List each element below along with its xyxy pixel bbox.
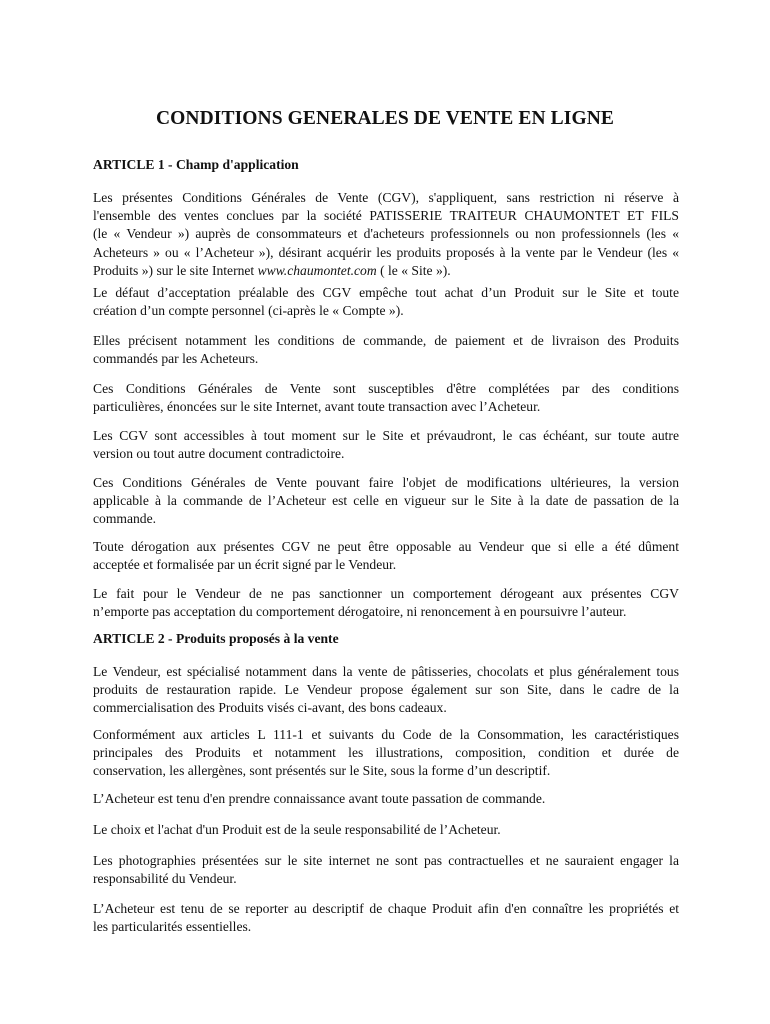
text-line: Le fait pour le Vendeur de ne pas sanctionner un comportement dérogeant aux présentes CGV bbox=[93, 586, 679, 601]
text-line: produits de restauration rapide. Le Vendeur propose également sur son Site, dans le cadre de la bbox=[93, 682, 679, 698]
text-line: création d’un compte personnel (ci-après le « Compte »). bbox=[93, 303, 404, 319]
text-fragment: ( le « Site »). bbox=[376, 262, 451, 278]
article-2-paragraph-3 bbox=[93, 790, 679, 808]
article-2-paragraph-6 bbox=[93, 900, 679, 936]
text-line: particulières, énoncées sur le site Internet, avant toute transaction avec l’Acheteur. bbox=[93, 399, 541, 415]
text-line: Le Vendeur, est spécialisé notamment dans la vente de pâtisseries, chocolats et plus généralement tous bbox=[93, 664, 679, 679]
article-2-paragraph-4 bbox=[93, 821, 679, 839]
article-1-paragraph-1 bbox=[93, 189, 679, 280]
article-1-paragraph-3 bbox=[93, 332, 679, 368]
article-1-paragraph-5 bbox=[93, 427, 679, 463]
text-line: Les présentes Conditions Générales de Vente (CGV), s'appliquent, sans restriction ni réserve à bbox=[93, 190, 679, 205]
text-line: Le choix et l'achat d'un Produit est de la seule responsabilité de l’Acheteur. bbox=[93, 822, 501, 837]
article-1-paragraph-2 bbox=[93, 284, 679, 320]
text-line: Le défaut d’acceptation préalable des CGV empêche tout achat d’un Produit sur le Site et toute bbox=[93, 285, 679, 300]
article-1-paragraph-4 bbox=[93, 380, 679, 416]
article-1-paragraph-6 bbox=[93, 474, 679, 529]
text-line: Les CGV sont accessibles à tout moment sur le Site et prévaudront, le cas échéant, sur toute autre bbox=[93, 428, 679, 443]
text-line: Ces Conditions Générales de Vente sont susceptibles d'être complétées par des conditions bbox=[93, 381, 679, 396]
article-2-paragraph-2 bbox=[93, 726, 679, 781]
text-line: responsabilité du Vendeur. bbox=[93, 871, 237, 887]
text-line: les particularités essentielles. bbox=[93, 919, 252, 935]
text-line: acceptée et formalisée par un écrit signé par le Vendeur. bbox=[93, 557, 397, 573]
article-1-heading: ARTICLE 1 - Champ d'application bbox=[93, 157, 299, 172]
text-line: Conformément aux articles L 111-1 et suivants du Code de la Consommation, les caractéristiques bbox=[93, 727, 679, 742]
text-line: Toute dérogation aux présentes CGV ne peut être opposable au Vendeur que si elle a été dûment bbox=[93, 539, 679, 554]
text-line: l'ensemble des ventes conclues par la société PATISSERIE TRAITEUR CHAUMONTET ET FILS bbox=[93, 208, 679, 224]
text-line: Elles précisent notamment les conditions de commande, de paiement et de livraison des Produits bbox=[93, 333, 679, 348]
text-line: (le « Vendeur ») auprès de consommateurs et d'acheteurs professionnels ou non professionnels (les « bbox=[93, 226, 679, 242]
text-line: commande. bbox=[93, 511, 157, 527]
text-line: conservation, les allergènes, sont présentés sur le Site, sous la forme d’un descriptif. bbox=[93, 763, 551, 779]
text-line: applicable à la commande de l’Acheteur est celle en vigueur sur le Site à la date de passation de la bbox=[93, 493, 679, 509]
text-line: commercialisation des Produits visés ci-avant, des bons cadeaux. bbox=[93, 700, 447, 716]
article-2-heading: ARTICLE 2 - Produits proposés à la vente bbox=[93, 631, 339, 646]
article-1-paragraph-8 bbox=[93, 585, 679, 621]
text-line: commandés par les Acheteurs. bbox=[93, 351, 259, 367]
text-line: Acheteurs » ou « l’Acheteur »), désirant acquérir les produits proposés à la vente par le Vendeur (les « bbox=[93, 244, 679, 260]
text-fragment: Produits ») sur le site Internet bbox=[93, 262, 258, 278]
text-line: version ou tout autre document contradictoire. bbox=[93, 446, 345, 462]
article-1-paragraph-7 bbox=[93, 538, 679, 574]
text-line: principales des Produits et notamment les illustrations, composition, condition et durée de bbox=[93, 745, 679, 761]
article-2-paragraph-5 bbox=[93, 852, 679, 888]
text-line: Ces Conditions Générales de Vente pouvant faire l'objet de modifications ultérieures, la version bbox=[93, 475, 679, 490]
website-link-text: www.chaumontet.com bbox=[257, 262, 377, 278]
article-2-paragraph-1 bbox=[93, 663, 679, 718]
text-line: L’Acheteur est tenu de se reporter au descriptif de chaque Produit afin d'en connaître les propriétés et bbox=[93, 901, 679, 916]
text-line: n’emporte pas acceptation du comportement dérogatoire, ni renoncement à en poursuivre l’auteur. bbox=[93, 604, 627, 620]
document-title: CONDITIONS GENERALES DE VENTE EN LIGNE bbox=[155, 108, 614, 129]
text-line: L’Acheteur est tenu d'en prendre connaissance avant toute passation de commande. bbox=[93, 791, 546, 806]
text-line bbox=[93, 262, 679, 280]
text-line: Les photographies présentées sur le site internet ne sont pas contractuelles et ne sauraient engager la bbox=[93, 853, 679, 868]
